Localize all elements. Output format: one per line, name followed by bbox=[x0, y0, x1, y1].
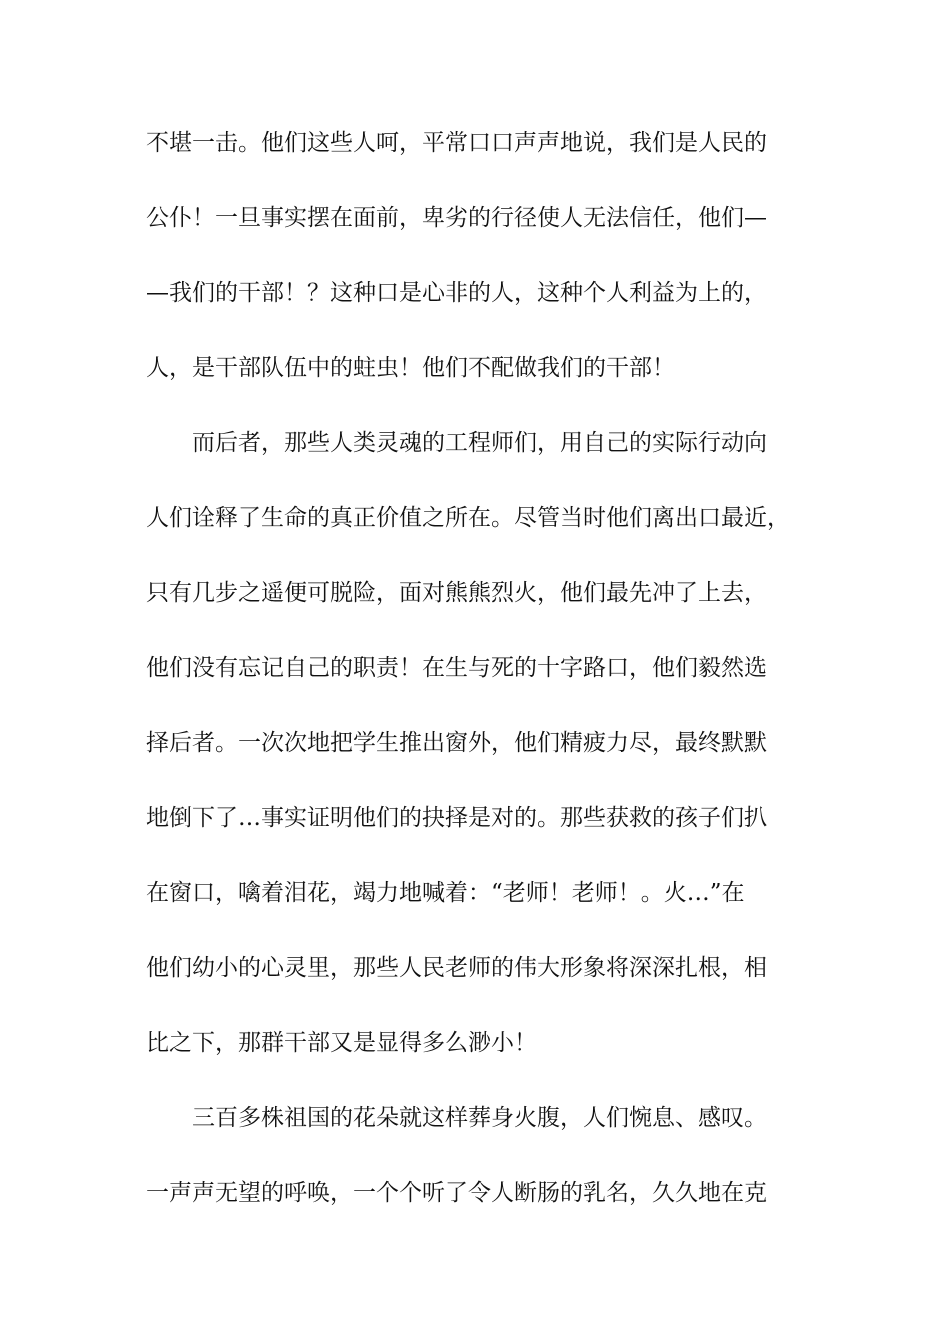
text-line-15: 一声声无望的呼唤，一个个听了令人断肠的乳名，久久地在克 bbox=[146, 1180, 767, 1206]
text-line-4: 人，是干部队伍中的蛀虫！他们不配做我们的干部！ bbox=[146, 355, 675, 381]
text-line-5-paragraph-start: 而后者，那些人类灵魂的工程师们，用自己的实际行动向 bbox=[192, 430, 767, 456]
text-line-8: 他们没有忘记自己的职责！在生与死的十字路口，他们毅然选 bbox=[146, 655, 767, 681]
text-line-12: 他们幼小的心灵里，那些人民老师的伟大形象将深深扎根，相 bbox=[146, 955, 767, 981]
text-line-7: 只有几步之遥便可脱险，面对熊熊烈火，他们最先冲了上去， bbox=[146, 580, 767, 606]
text-line-6: 人们诠释了生命的真正价值之所在。尽管当时他们离出口最近， bbox=[146, 505, 790, 531]
text-line-1: 不堪一击。他们这些人呵，平常口口声声地说，我们是人民的 bbox=[146, 130, 767, 156]
text-line-14-paragraph-start: 三百多株祖国的花朵就这样葬身火腹，人们惋息、感叹。 bbox=[192, 1105, 767, 1131]
text-line-11: 在窗口，噙着泪花，竭力地喊着：“老师！老师！。火…”在 bbox=[146, 880, 745, 906]
text-line-9: 择后者。一次次地把学生推出窗外，他们精疲力尽，最终默默 bbox=[146, 730, 767, 756]
text-line-10: 地倒下了…事实证明他们的抉择是对的。那些获救的孩子们扒 bbox=[146, 805, 767, 831]
text-line-2: 公仆！一旦事实摆在面前，卑劣的行径使人无法信任，他们— bbox=[146, 205, 767, 231]
text-line-3: —我们的干部！？这种口是心非的人，这种个人利益为上的， bbox=[146, 280, 767, 306]
text-line-13: 比之下，那群干部又是显得多么渺小！ bbox=[146, 1030, 537, 1056]
